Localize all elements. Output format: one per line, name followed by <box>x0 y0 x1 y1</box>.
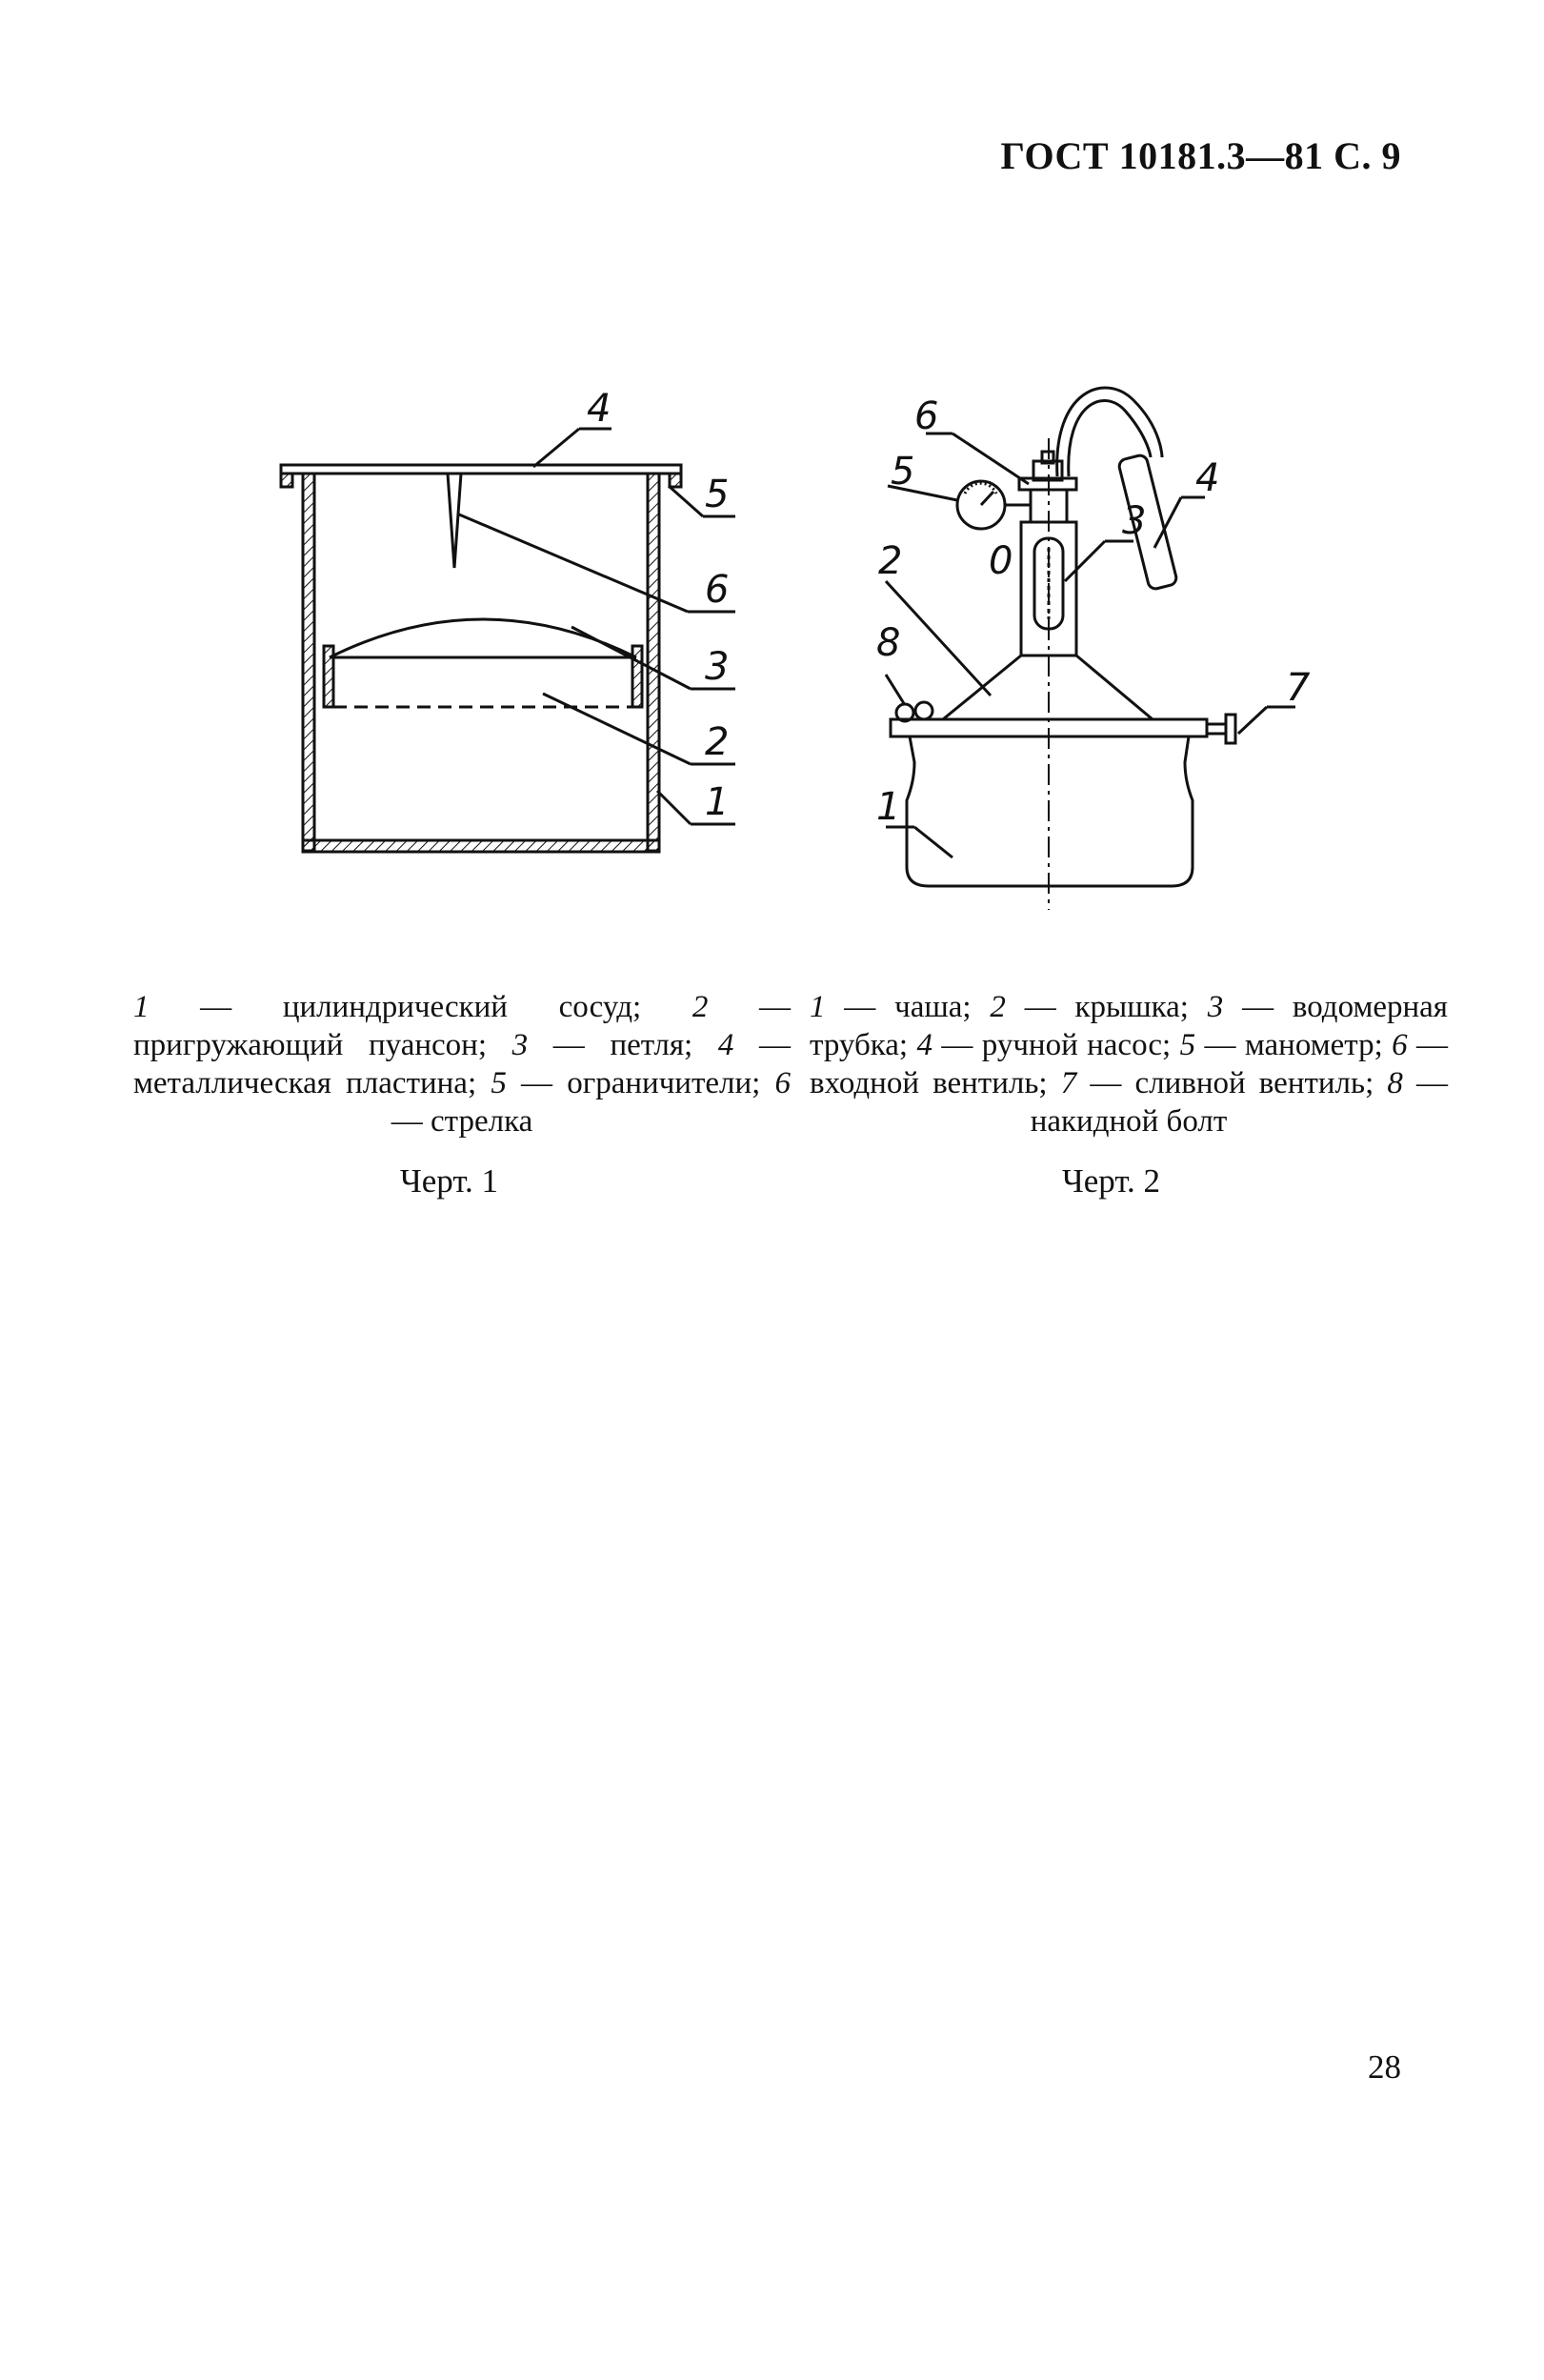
figure-2-drawing <box>819 333 1353 924</box>
fig2-label-1: 1 <box>876 785 901 829</box>
figure-2-legend-text: — ручной насос; <box>932 1028 1180 1062</box>
fig2-label-0: 0 <box>989 539 1013 583</box>
figure-1-legend-number: 4 <box>717 1028 734 1062</box>
fig2-label-2: 2 <box>878 539 903 583</box>
figure-2-legend-text: — манометр; <box>1195 1028 1393 1062</box>
figure-1-title: Черт. 1 <box>400 1162 498 1200</box>
figure-1-legend-number: 3 <box>511 1028 529 1062</box>
figure-1-drawing <box>257 343 791 877</box>
figure-1-legend-text: — стрелка <box>391 1104 533 1139</box>
fig1-label-4: 4 <box>587 387 612 431</box>
figure-1-legend-number: 5 <box>491 1066 507 1100</box>
figure-2-legend-text: — водомерная трубка; <box>810 990 1448 1062</box>
figure-1-caption <box>133 988 791 1140</box>
fig1-label-5: 5 <box>705 473 730 516</box>
figure-1-legend-text: — петля; <box>528 1028 718 1062</box>
fig1-label-6: 6 <box>705 568 730 612</box>
document-header: ГОСТ 10181.3—81 С. 9 <box>1000 134 1401 177</box>
fig1-label-3: 3 <box>705 645 730 689</box>
figure-2-legend-number: 6 <box>1392 1028 1408 1062</box>
fig2-label-3: 3 <box>1122 499 1147 543</box>
figure-1-legend-number: 6 <box>774 1066 791 1100</box>
figure-2-legend-text: — чаша; <box>825 990 991 1024</box>
fig2-label-4: 4 <box>1195 456 1220 500</box>
fig1-label-1: 1 <box>705 780 730 824</box>
figure-1-legend-number: 2 <box>692 990 709 1024</box>
figure-2-legend-text: — крышка; <box>1005 990 1208 1024</box>
figure-1-legend-text: — пригружающий пуансон; <box>133 990 792 1062</box>
figure-2-legend-number: 5 <box>1179 1028 1196 1062</box>
figure-2-title: Черт. 2 <box>1062 1162 1160 1200</box>
figure-1-legend-number: 1 <box>133 990 150 1024</box>
figure-2-legend-text: — сливной вентиль; <box>1076 1066 1388 1100</box>
figure-2-caption <box>810 988 1448 1140</box>
figure-1-legend-text: — цилиндрический сосуд; <box>149 990 692 1024</box>
fig2-label-7: 7 <box>1286 666 1311 710</box>
figure-2-legend-number: 4 <box>916 1028 932 1062</box>
figure-2-legend-text: — входной вентиль; <box>810 1028 1449 1100</box>
page-number: 28 <box>1368 2048 1401 2086</box>
figure-2-legend-number: 1 <box>810 990 826 1024</box>
figure-1-legend-text: — ограничители; <box>506 1066 775 1100</box>
fig2-label-5: 5 <box>891 450 915 494</box>
figure-2-legend-number: 8 <box>1387 1066 1403 1100</box>
fig2-label-8: 8 <box>876 621 901 665</box>
fig2-label-6: 6 <box>914 394 939 438</box>
figure-2-legend-number: 7 <box>1060 1066 1077 1100</box>
fig1-label-2: 2 <box>705 720 730 764</box>
figure-2-legend-number: 2 <box>990 990 1006 1024</box>
figure-2-legend-text: — накидной болт <box>1030 1066 1449 1139</box>
figure-2-legend-number: 3 <box>1207 990 1224 1024</box>
figure-1-legend-text: — металлическая пластина; <box>133 1028 791 1100</box>
